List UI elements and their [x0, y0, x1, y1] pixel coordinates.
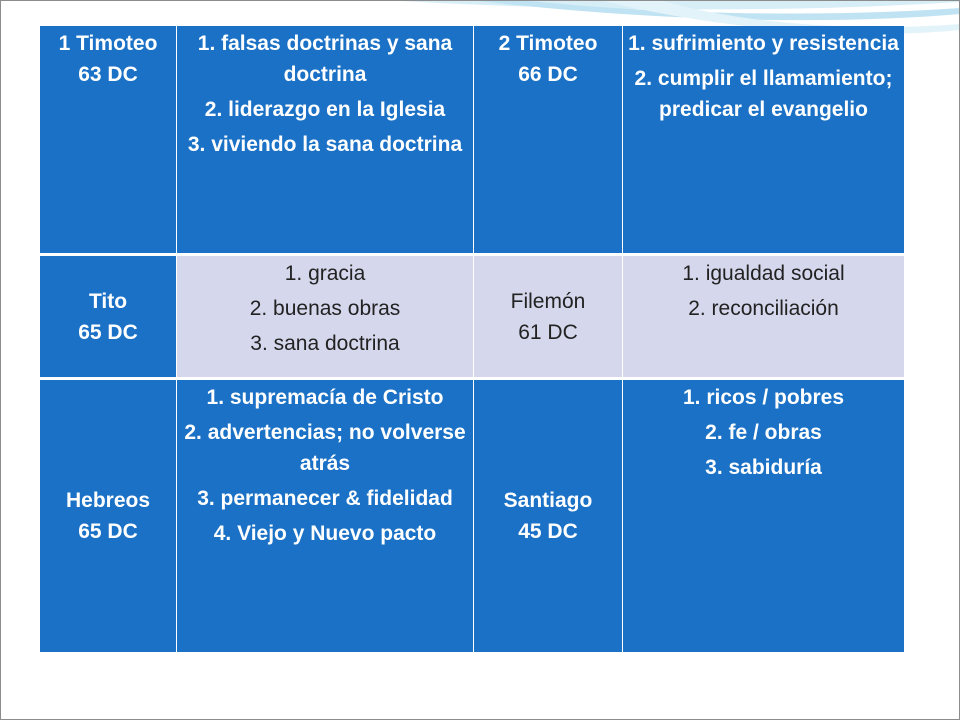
topic-item: 1. igualdad social: [682, 262, 845, 285]
topic-item: 3. permanecer & fidelidad: [197, 487, 453, 510]
book-date: 65 DC: [78, 320, 138, 344]
topic-item: 1. sufrimiento y resistencia: [628, 32, 899, 55]
topic-item: 1. falsas doctrinas y sana doctrina: [197, 32, 453, 86]
topic-item: 3. sabiduría: [705, 456, 822, 479]
book-name: 1 Timoteo: [58, 32, 158, 55]
book-name: Hebreos: [65, 489, 151, 512]
book-date: 63 DC: [78, 63, 138, 86]
book-date: 65 DC: [78, 520, 138, 543]
topic-item: 2. buenas obras: [249, 297, 401, 320]
topic-item: 1. gracia: [284, 262, 366, 285]
topic-item: 1. supremacía de Cristo: [206, 386, 444, 409]
topic-item: 2. advertencias; no volverse atrás: [184, 421, 466, 475]
topic-item: 4. Viejo y Nuevo pacto: [213, 522, 437, 545]
book-date: 45 DC: [518, 520, 578, 543]
topic-item: 2. reconciliación: [688, 297, 839, 320]
book-name: 2 Timoteo: [498, 32, 598, 55]
topic-item: 3. viviendo la sana doctrina: [187, 133, 463, 156]
topic-item: 1. ricos / pobres: [682, 386, 845, 409]
topic-item: 2. liderazgo en la Iglesia: [204, 98, 446, 121]
topic-item: 2. cumplir el llamamiento; predicar el evangelio: [634, 67, 893, 121]
book-date: 61 DC: [518, 320, 578, 344]
book-name: Tito: [88, 289, 128, 313]
book-date: 66 DC: [518, 63, 578, 86]
book-name: Santiago: [503, 489, 593, 512]
topic-item: 2. fe / obras: [705, 421, 822, 444]
topic-item: 3. sana doctrina: [250, 332, 400, 355]
book-name: Filemón: [510, 289, 586, 313]
